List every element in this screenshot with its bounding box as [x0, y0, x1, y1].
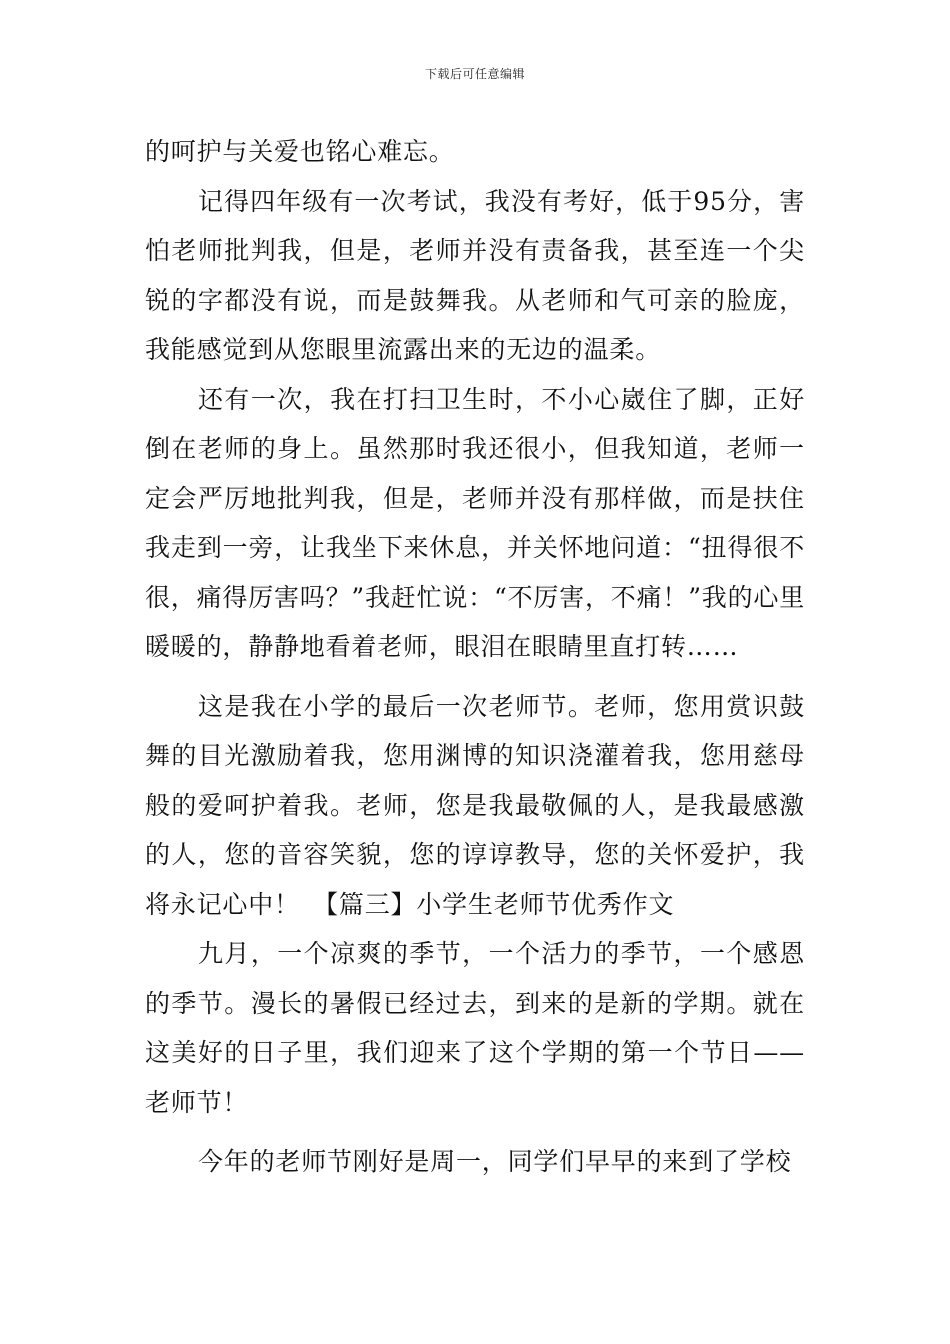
paragraph-this-year: 今年的老师节刚好是周一，同学们早早的来到了学校 — [198, 1147, 792, 1176]
paragraph-exam-memory: 记得四年级有一次考试，我没有考好，低于95分，害怕老师批判我，但是，老师并没有责备我，甚至连一个尖锐的字都没有说，而是鼓舞我。从老师和气可亲的脸庞，我能感觉到从您眼里流露出来的无边的温柔。 — [145, 186, 805, 364]
paragraph-september: 九月，一个凉爽的季节，一个活力的季节，一个感恩的季节。漫长的暑假已经过去，到来的是新的学期。就在这美好的日子里，我们迎来了这个学期的第一个节日——老师节！ — [145, 939, 805, 1117]
paragraph-last-teachers-day: 这是我在小学的最后一次老师节。老师，您用赏识鼓舞的目光激励着我，您用渊博的知识浇灌着我，您用慈母般的爱呵护着我。老师，您是我最敬佩的人，是我最感激的人，您的音容笑貌，您的谆谆教导，您的关怀爱护，我将永记心中！ 【篇三】小学生老师节优秀作文 — [145, 691, 805, 919]
paragraph-sprained-ankle: 还有一次，我在打扫卫生时，不小心崴住了脚，正好倒在老师的身上。虽然那时我还很小，但我知道，老师一定会严厉地批判我，但是，老师并没有那样做，而是扶住我走到一旁，让我坐下来休息，并关怀地问道：“扭得很不很，痛得厉害吗？”我赶忙说：“不厉害，不痛！”我的心里暖暖的，静静地看着老师，眼泪在眼睛里直打转…… — [145, 384, 805, 661]
document-body — [145, 127, 805, 1187]
page-header: 下载后可任意编辑 — [424, 67, 525, 81]
paragraph-continuation: 的呵护与关爱也铭心难忘。 — [145, 137, 455, 166]
